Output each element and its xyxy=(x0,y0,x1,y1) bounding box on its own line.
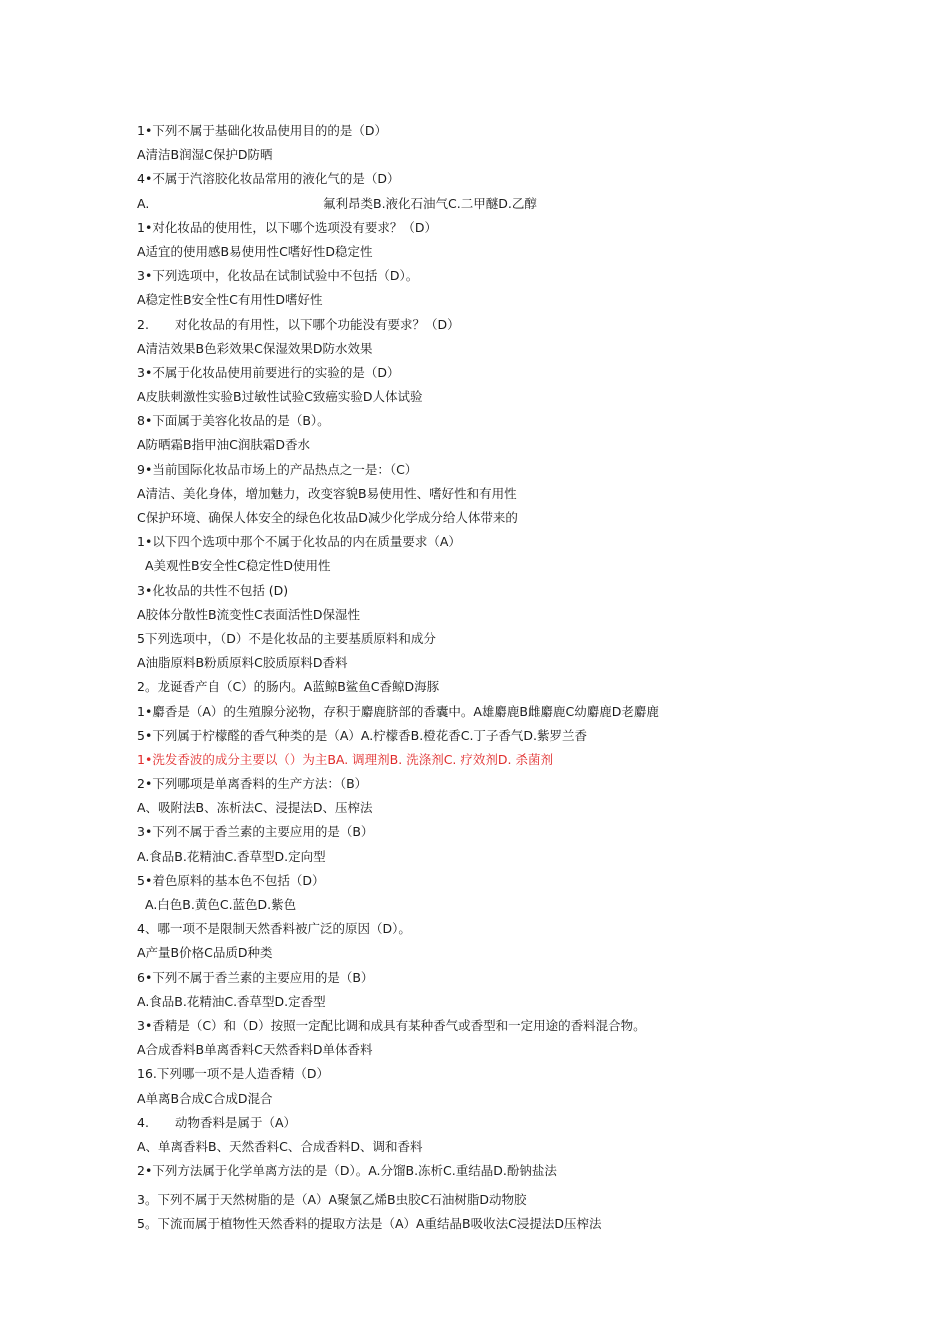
text-line: A防晒霜B指甲油C润肤霜D香水 xyxy=(137,437,310,453)
text-line: 3。下列不属于天然树脂的是（A）A聚氯乙烯B虫胶C石油树脂D动物胶 xyxy=(137,1192,527,1208)
text-line: 1•麝香是（A）的生殖腺分泌物，存积于麝鹿脐部的香囊中。A雄麝鹿B雌麝鹿C幼麝鹿D老麝鹿 xyxy=(137,703,659,719)
text-line: 2•下列方法属于化学单离方法的是（D）。A.分馏B.冻析C.重结晶D.酚钠盐法 xyxy=(137,1163,557,1179)
text-line: A油脂原料B粉质原料C胶质原料D香料 xyxy=(137,655,348,671)
text-line xyxy=(137,1111,877,1135)
option-label: A. xyxy=(137,195,150,211)
text-line: A.白色B.黄色C.蓝色D.紫色 xyxy=(145,897,297,912)
text-line: A.食品B.花精油C.香草型D.定香型 xyxy=(137,993,326,1009)
text-line: A清洁效果B色彩效果C保湿效果D防水效果 xyxy=(137,340,373,356)
highlighted-text-line: 1•洗发香波的成分主要以（）为主BA. 调理剂B. 洗涤剂C. 疗效剂D. 杀菌剂 xyxy=(137,751,553,767)
text-line: 3•香精是（C）和（D）按照一定配比调和成具有某种香气或香型和一定用途的香料混合物。 xyxy=(137,1017,646,1033)
text-line: 3•不属于化妆品使用前要进行的实验的是（D） xyxy=(137,364,400,380)
text-line: 3•化妆品的共性不包括 (D) xyxy=(137,582,289,598)
text-line xyxy=(137,313,877,337)
text-line: A清洁、美化身体，增加魅力，改变容貌B易使用性、嗜好性和有用性 xyxy=(137,485,517,501)
text-line: A单离B合成C合成D混合 xyxy=(137,1090,273,1106)
text-line: 6•下列不属于香兰素的主要应用的是（B） xyxy=(137,969,374,985)
text-line: 2•下列哪项是单离香料的生产方法：（B） xyxy=(137,776,368,792)
text-line: 8•下面属于美容化妆品的是（B）。 xyxy=(137,413,330,429)
question-number: 4. xyxy=(137,1114,149,1130)
question-list xyxy=(137,119,877,1237)
option-text: 氟利昂类B.液化石油气C.二甲醚D.乙醇 xyxy=(323,195,537,211)
text-line: A、单离香料B、天然香料C、合成香料D、调和香料 xyxy=(137,1138,423,1154)
text-line: 16.下列哪一项不是人造香精（D） xyxy=(137,1066,330,1082)
text-line: 1•以下四个选项中那个不属于化妆品的内在质量要求（A） xyxy=(137,534,461,550)
text-line: 1•下列不属于基础化妆品使用目的的是（D） xyxy=(137,123,387,138)
text-line: 4、哪一项不是限制天然香料被广泛的原因（D）。 xyxy=(137,921,411,937)
text-line: A胶体分散性B流变性C表面活性D保湿性 xyxy=(137,606,360,622)
text-line: C保护环境、确保人体安全的绿色化妆品D减少化学成分给人体带来的 xyxy=(137,510,518,525)
text-line: A.食品B.花精油C.香草型D.定向型 xyxy=(137,848,326,864)
question-text: 对化妆品的有用性，以下哪个功能没有要求？（D） xyxy=(175,316,460,332)
question-number: 2. xyxy=(137,316,149,332)
text-line: 3•下列选项中，化妆品在试制试验中不包括（D）。 xyxy=(137,268,419,284)
text-line: 5•着色原料的基本色不包括（D） xyxy=(137,872,325,888)
text-line: A美观性B安全性C稳定性D使用性 xyxy=(145,558,331,574)
text-line: A适宜的使用感B易使用性C嗜好性D稳定性 xyxy=(137,243,373,259)
text-line: 5•下列属于柠檬醛的香气种类的是（A）A.柠檬香B.橙花香C.丁子香气D.紫罗兰香 xyxy=(137,727,588,743)
text-line: A稳定性B安全性C有用性D嗜好性 xyxy=(137,292,323,308)
text-line: 9•当前国际化妆品市场上的产品热点之一是：（C） xyxy=(137,461,418,477)
text-line: 5下列选项中，（D）不是化妆品的主要基质原料和成分 xyxy=(137,630,436,646)
text-line: A、吸附法B、冻析法C、浸提法D、压榨法 xyxy=(137,800,373,816)
text-line: A合成香料B单离香料C天然香料D单体香料 xyxy=(137,1042,373,1058)
text-line: A皮肤刺激性实验B过敏性试验C致癌实验D人体试验 xyxy=(137,389,423,405)
text-line: 2。龙诞香产自（C）的肠内。A蓝鲸B鲨鱼C香鲸D海豚 xyxy=(137,679,440,695)
text-line: 5。下流而属于植物性天然香料的提取方法是（A）A重结晶B吸收法C浸提法D压榨法 xyxy=(137,1216,602,1232)
text-line: A清洁B润湿C保护D防晒 xyxy=(137,147,273,163)
text-line: 1•对化妆品的使用性，以下哪个选项没有要求？（D） xyxy=(137,219,437,235)
text-line xyxy=(137,192,877,216)
text-line: A产量B价格C品质D种类 xyxy=(137,945,273,961)
text-line: 3•下列不属于香兰素的主要应用的是（B） xyxy=(137,824,374,840)
question-text: 动物香料是属于（A） xyxy=(175,1114,297,1130)
text-line: 4•不属于汽溶胶化妆品常用的液化气的是（D） xyxy=(137,171,400,187)
